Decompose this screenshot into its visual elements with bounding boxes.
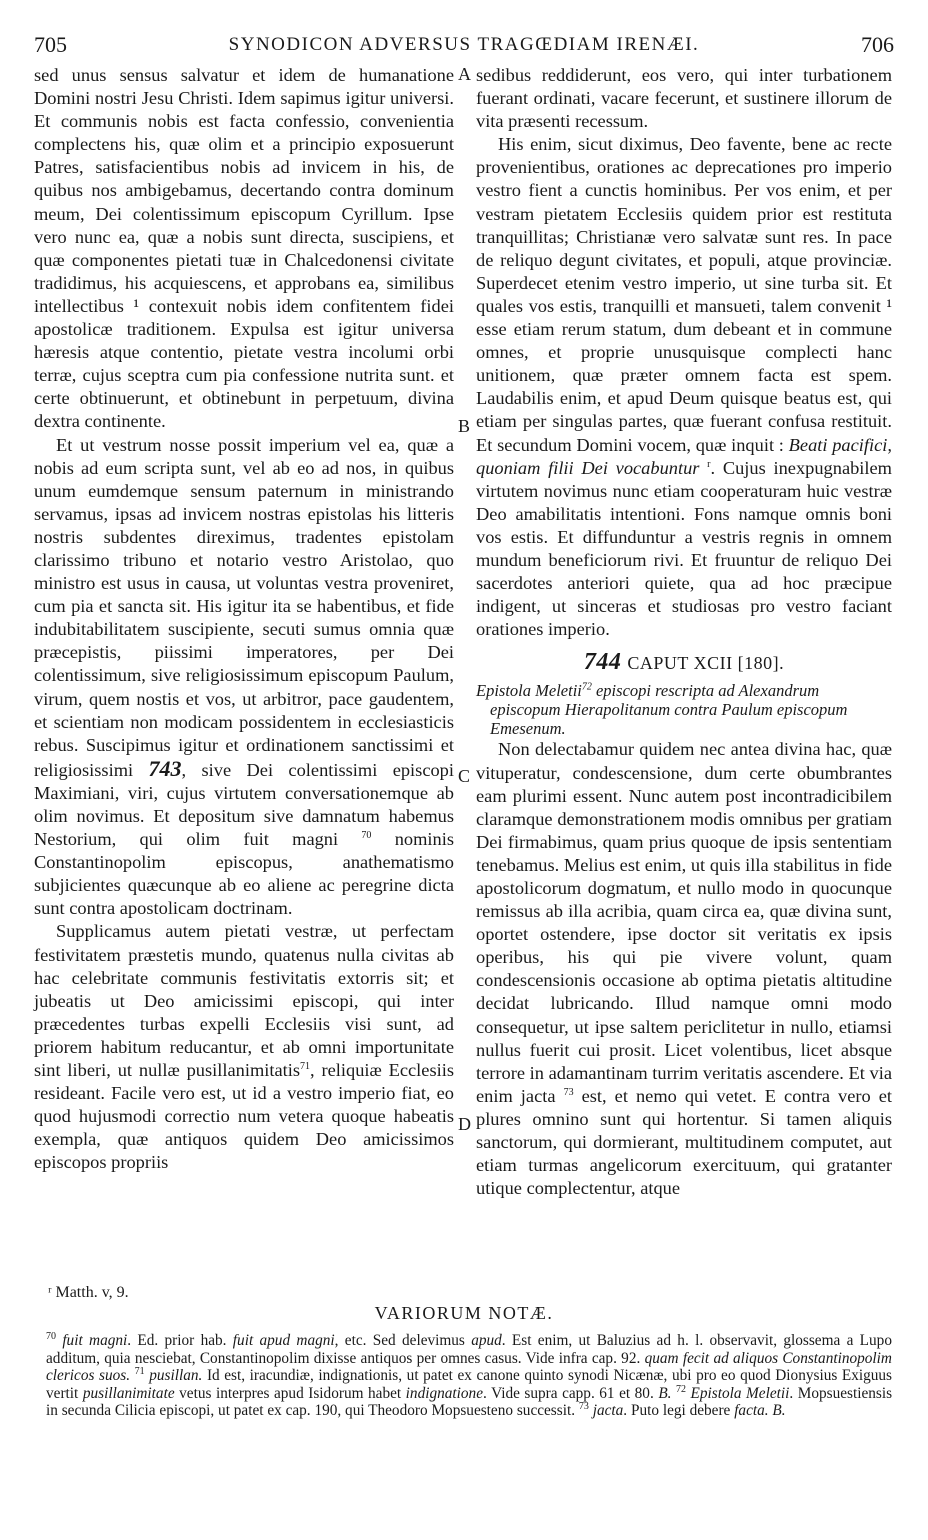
margin-letter-d: D (458, 1114, 471, 1134)
paragraph: sedibus reddiderunt, eos vero, qui inter turbationem fuerant ordinati, vacare fecerunt, et sustinere illorum de vita præsenti recessum. (476, 65, 892, 132)
chapter-marker-744: 744 (583, 649, 622, 676)
chapter-summary: Epistola Meletii$^{72}$ episcopi rescripta ad Alexandrum episcopum Hierapolitanum contra Paulum episcopum Emesenum. (476, 681, 848, 739)
footnote-ref-r[interactable]: r (707, 458, 711, 470)
paragraph: Et ut vestrum nosse possit imperium vel ea, quæ a nobis ad eum scripta sunt, vel ab eo ad nos, in quibus unum eumdemque sensum paternum in ministrando servamus, ipsas ad invicem nostras epistolas his litteris nostris subdentes direximus, tradentes epistolam clarissimo tribuno et notario vestro Aristolao, quo ministro est usus in causa, ut voluntas vestra proveniret, cum pia et sancta sit. His igitur ita se habentibus, et fide indubitabilitatem suscipiente, secuti sumus omnia quæ præcepistis, piissimi imperatores, per Dei colentissimum, sive religiosissimum episcopum Paulum, virum, quem nostis et vos, ut arbitror, pace gaudentem, et scientiam non modicam possidentem in ecclesiasticis rebus. Suscipimus igitur et ordinationem sanctissimi et religiosissimi 743, sive Dei colentissimi episcopi Maximiani, viri, cujus virtutem conversationemque ab olim novimus. Et depositum sive damnatum habemus Nestorium, qui olim fuit magni $^{70}$ nominis Constantinopolim episcopus, anathematismo subjicientes quæcunque ab eo aliene ac peregrine dicta sunt contra apostolicam doctrinam. (34, 434, 454, 919)
chapter-heading: 744 CAPUT XCII [180]. (583, 649, 785, 676)
paragraph: Non delectabamur quidem nec antea divina hac, quæ vituperatur, condescensione, dum certe obumbrantes eam plurimi essent. Nunc autem post incontradicibilem claramque demonstrationem modis omnibus per gratiam Dei firmabimus, quam prius quoque de ipsis sententiam tenebamus. Melius est enim, ut quis illa stabilitus in fide apostolicorum dogmatum, et nullo modo in quocunque remissus ab illa acribia, quam circa ea, quæ divina sunt, oportet ostendere, ipse doctor sit veritatis ex ipsis operibus, his qui pie vivere volunt, quam condescensionis occasione ab optima pietatis altitudine decidat lubricando. Illud namque omni modo consequetur, ut ipse saltem periclitetur in nullo, etiamsi nullus fuerit cui prosit. Licet volentibus, licet absque terrore in adamantinam turrim veritatis ascendere. Et via enim jacta $^{73}$ est, et nemo qui vetet. E contra vero et plures omnino sunt qui hortentur. Si tamen aliquis sanctorum, qui dormierant, multitudinem computet, aut etiam turmas angelicorum exercituum, qui gratanter utique complectentur, atque (476, 739, 892, 1199)
running-header (34, 32, 894, 62)
running-title: SYNODICON ADVERSUS TRAGŒDIAM IRENÆI. (228, 34, 700, 55)
footnote: ʳ Matth. v, 9. (48, 1284, 129, 1301)
notes-heading: VARIORUM NOTÆ. (374, 1303, 554, 1323)
margin-letter-c: C (458, 766, 471, 786)
variorum-notes: $^{70}$ fuit magni. Ed. prior hab. fuit apud magni, etc. Sed delevimus apud. Est enim, ut Baluzius ad h. l. observavit, glossema a Lupo additum, quia nesciebat, Constantinopolim dixisse antiquos per omnes casus. Vide infra cap. 92. quam fecit ad aliquos Constantinopolim clericos suos. $^{71}$ pusillan. Id est, iracundiæ, indignationis, ut patet ex canone quinto synodi Nicænæ, ubi pro eo quod Dionysius Exiguus vertit pusillanimitate vetus interpres apud Isidorum habet indignatione. Vide supra capp. 61 et 80. B. $^{72}$ Epistola Meletii. Mopsuestiensis in secunda Cilicia episcopi, ut patet ex cap. 190, qui Theodoro Mopsuesteno successit. $^{73}$ jacta. Puto legi debere facta. B. (46, 1330, 893, 1420)
paragraph: His enim, sicut diximus, Deo favente, bene ac recte provenientibus, orationes ac deprecationes pro imperio vestro fient a cunctis hominibus. Per vos enim, et per vestram pietatem Ecclesiis quidem prior est restituta tranquillitas; Christianæ vero salvatæ sunt res. In pace de reliquo degunt civitates, et populi, atque provinciæ. Superdecet etenim vestro imperio, ut sine turba sit. Et quales vos estis, tranquilli et mansueti, talem convenit ¹ esse etiam rerum statum, dum debeant et in commune omnes, et proprie unusquisque complecti hanc unitionem, quæ præter omnem facta est spem. Laudabilis enim, et apud Deum quisque beatus est, qui etiam per singulas partes, quæ fuerant confusa restituit. Et secundum Domini vocem, quæ inquit : Beati pacifici, quoniam filii Dei vocabuntur $^r$. Cujus inexpugnabilem virtutem novimus nunc etiam cooperaturam huic vestræ Deo amabilitatis intentioni. Fons namque omnis boni vos estis. Et diffunduntur a vestris regnis in omnem mundum beneficiorum rivi. Et fruuntur de reliquo Dei sacerdotes anteriori quiete, qua ad hoc præcipue indigent, ut sinceras et studiosas pro vestro faciant orationes imperio. (476, 134, 892, 640)
note-ref-72[interactable]: 72 (581, 681, 592, 693)
margin-marker-743: 743 (148, 755, 182, 781)
margin-letter-a: A (458, 64, 471, 84)
right-column (476, 64, 892, 1200)
left-column (34, 64, 454, 1175)
paragraph: sed unus sensus salvatur et idem de humanatione Domini nostri Jesu Christi. Idem sapimus igitur universi. Et communis nobis est facta confessio, convenientia complectens his, quæ olim et a principio exposuerunt Patres, satisfacientibus nobis ad invicem in his, de quibus nos ambigebamus, decertando contra dominum meum, Dei colentissimum episcopum Cyrillum. Ipse vero nunc ea, quæ a nobis sunt directa, suscipiens, et quæ componentes pietati tuæ in Chalcedonensi civitate tradidimus, his acquiescens, et approbans ea, similibus intellectibus ¹ contexuit nobis idem confitentem fidei apostolicæ traditionem. Expulsa est igitur universa hæresis atque contentio, pietate vestra incolumi orbi terræ, cujus sceptra cum pia confessione nutrita sunt. et certe obtinuerunt, et obtinebunt in perpetuum, divina dextra continente. (34, 65, 454, 432)
paragraph: Supplicamus autem pietati vestræ, ut perfectam festivitatem præstetis mundo, quatenus nulla civitas ab hac celebritate communis festivitatis extorris sit; et jubeatis ut Deo amicissimi episcopi, qui inter præcedentes turbas expelli Ecclesiis visi sunt, ad priorem habitum reducantur, et ab omni importunitate sint liberi, ut nullæ pusillanimitatis$^{71}$, reliquiæ Ecclesiis resideant. Facile vero est, ut id a vestro imperio fiat, eo quod hujusmodi correctio num vetera quoque habeatis exempla, quæ antiquos quidem Deo amicissimos episcopos propriis (34, 921, 454, 1173)
note-ref-73[interactable]: 73 (563, 1086, 574, 1098)
margin-letter-b: B (458, 416, 471, 436)
scripture-quote: Beati pacifici, quoniam filii Dei vocabuntur (476, 434, 892, 478)
page-number-right: 706 (861, 32, 894, 57)
note-ref-71[interactable]: 71 (300, 1060, 311, 1072)
note-ref-70[interactable]: 70 (361, 829, 372, 841)
page-number-left: 705 (34, 32, 67, 57)
